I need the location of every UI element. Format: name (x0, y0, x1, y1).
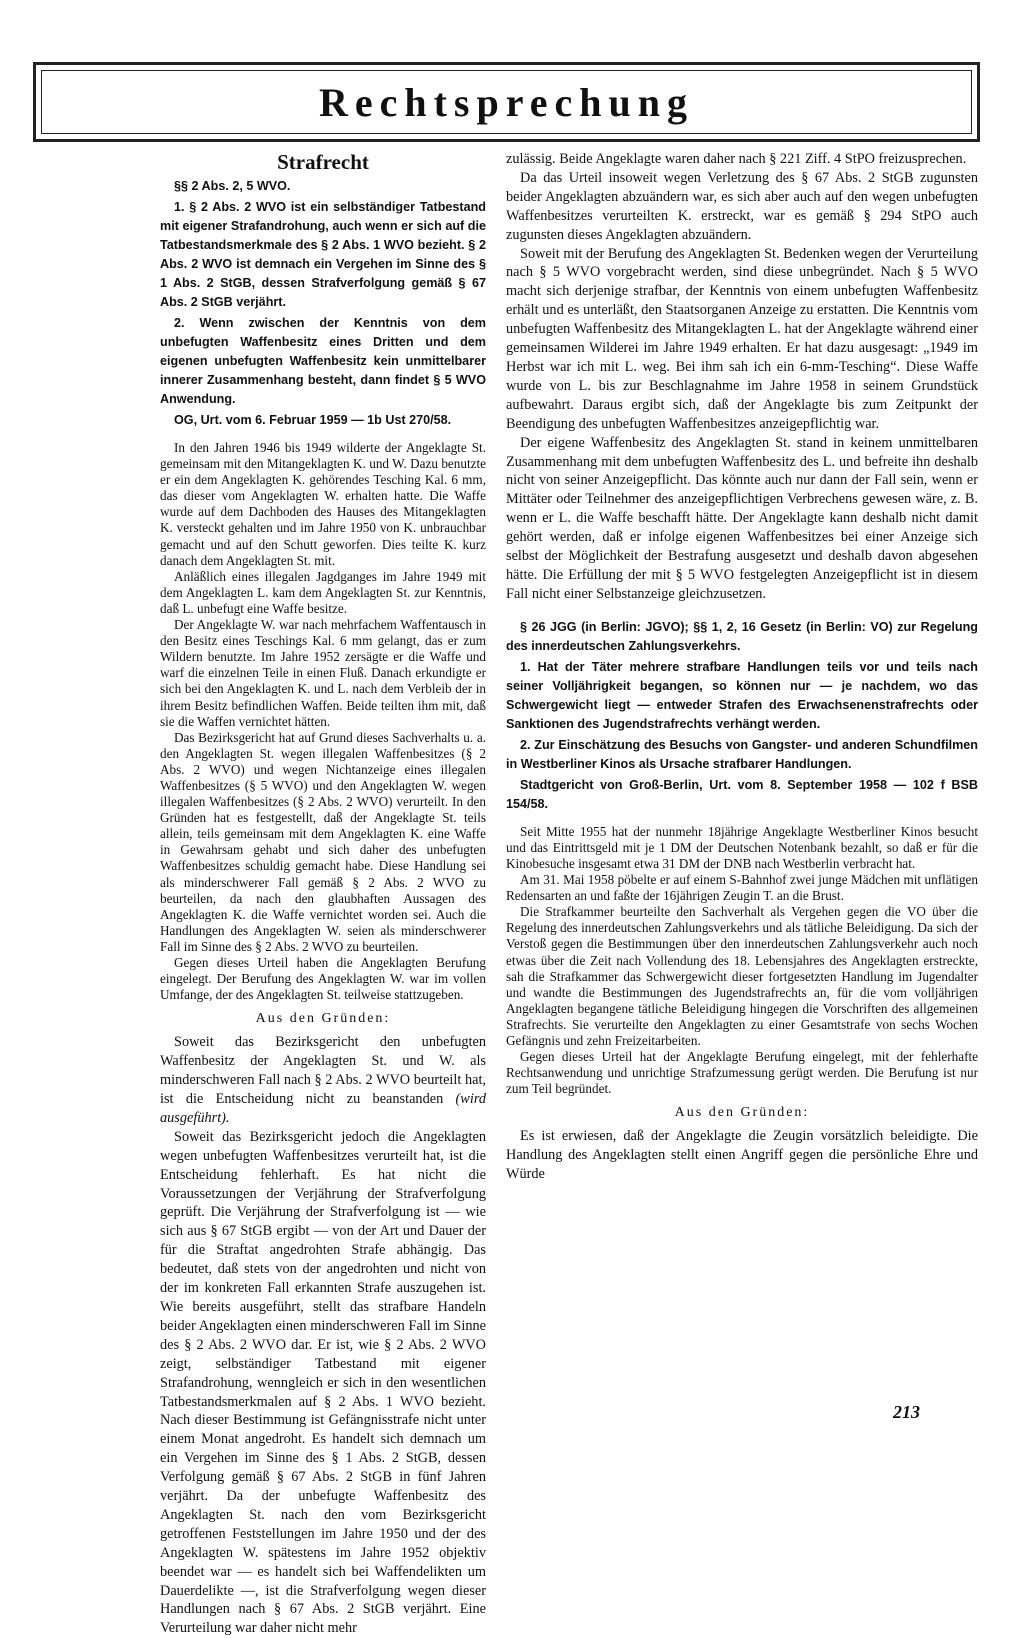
title-banner-inner-frame (41, 70, 972, 134)
case2-facts-paragraph: Seit Mitte 1955 hat der nunmehr 18jährige Angeklagte Westberliner Kinos besucht und das Eintrittsgeld mit je 1 DM der Deutschen Notenbank bezahlt, so daß er für die Kinobesuche insgesamt etwa 31 DM der DNB nach Westberlin verbracht hat. (506, 823, 978, 871)
case2-court-citation: Stadtgericht von Groß-Berlin, Urt. vom 8. September 1958 — 102 f BSB 154/58. (506, 777, 978, 811)
case1-continued-paragraph: zulässig. Beide Angeklagte waren daher nach § 221 Ziff. 4 StPO freizusprechen. (506, 151, 967, 167)
case2-facts-paragraph: Die Strafkammer beurteilte den Sachverhalt als Vergehen gegen die VO über die Regelung des innerdeutschen Zahlungsverkehrs und als tätliche Beleidigung. Da sich der Verstoß gegen die Bestimmungen über den innerdeutschen Zahlungsverkehr auch noch etwas über die Zeit nach Vollendung des 18. Lebensjahres des Angeklagten erstreckte, sah die Strafkammer das Schwergewicht dieser fortgesetzten Handlung im Jugendalter und wandte die Bestimmungen des Jugendstrafrechts an, für die vom volljährigen Angeklagten begangene tätliche Beleidigung hingegen die Vorschriften des allgemeinen Strafrechts. Sie verurteilte den Angeklagten zu einer Gesamtstrafe von sechs Wochen Gefängnis und zehn Freizeitarbeiten. (506, 904, 978, 1048)
page-title: Rechtsprechung (318, 79, 695, 125)
title-banner (33, 62, 980, 142)
case1-holding-2: 2. Wenn zwischen der Kenntnis von dem unbefugten Waffenbesitz eines Dritten und dem eigenen unbefugten Waffenbesitz kein unmittelbarer innerer Zusammenhang besteht, dann findet § 5 WVO Anwendung. (160, 316, 486, 406)
case1-facts-paragraph: Das Bezirksgericht hat auf Grund dieses Sachverhalts u. a. den Angeklagten St. wegen illegalen Waffenbesitzes (§ 2 Abs. 2 WVO) und wegen Nichtanzeige eines illegalen Waffenbesitzes (§ 5 WVO) und den Angeklagten W. wegen illegalen Waffenbesitzes (§ 2 Abs. 2 WVO) verurteilt. In den Gründen hat es festgestellt, daß der Angeklagte St. teils allein, teils gemeinsam mit dem Angeklagten K. eine Waffe in Gewahrsam gehabt und sich daher des unbefugten Waffenbesitzes schuldig gemacht habe. Diese Handlung sei als minderschwerer Fall gemäß § 2 Abs. 2 WVO zu beurteilen, da nach den glaubhaften Aussagen des Angeklagten K. die Waffe vernichtet worden sei. Auch die Handlungen des Angeklagten W. seien als minderschwerer Fall im Sinne des § 2 Abs. 2 WVO zu beurteilen. (160, 729, 486, 954)
case2-holding-1: 1. Hat der Täter mehrere strafbare Handlungen teils vor und teils nach seiner Volljährigkeit begangen, so können nur — je nachdem, wo das Schwergewicht liegt — entweder Strafen des Erwachsenenstrafrechts oder Sanktionen des Jugendstrafrechts verhängt werden. (506, 659, 978, 731)
case2-holding-2: 2. Zur Einschätzung des Besuchs von Gangster- und anderen Schundfilmen in Westberliner Kinos als Ursache strafbarer Handlungen. (506, 737, 978, 771)
case1-grounds-paragraph: Soweit das Bezirksgericht jedoch die Angeklagten wegen unbefugten Waffenbesitzes verurteilt hat, ist die Entscheidung fehlerhaft. Es hat nicht die Voraussetzungen der Verjährung der Strafverfolgung geprüft. Die Verjährung der Strafverfolgung ist — wie sich aus § 67 StGB ergibt — von der Art und Dauer der für die Straftat angedrohten Strafe abhängig. Das bedeutet, daß stets von der angedrohten und nicht von der im konkreten Fall erkannten Strafe auszugehen ist. Wie bereits ausgeführt, stellt das strafbare Handeln beider Angeklagten einen minderschweren Fall im Sinne des § 2 Abs. 2 WVO dar. Er ist, wie § 2 Abs. 2 WVO zeigt, selbständiger Tatbestand mit eigener Strafandrohung, wenngleich er sich in den wesentlichen Tatbestandsmerkmalen auf § 2 Abs. 1 WVO bezieht. Nach dieser Bestimmung ist Gefängnisstrafe nicht unter einem Monat angedroht. Es handelt sich demnach um ein Vergehen im Sinne des § 1 Abs. 2 StGB, dessen Verfolgung gemäß § 67 Abs. 2 StGB in fünf Jahren verjährt. Da der unbefugte Waffenbesitz des Angeklagten St. nach den vom Bezirksgericht getroffenen Feststellungen im Jahre 1950 und der des Angeklagten W. spätestens im Jahre 1952 objektiv beendet war — es handelt sich bei Waffendelikten um Dauerdelikte —, ist die Strafverfolgung wegen dieser Handlungen nach § 67 Abs. 2 StGB verjährt. Eine Verurteilung war daher nicht mehr (160, 1128, 486, 1637)
case1-continued-paragraph: Der eigene Waffenbesitz des Angeklagten St. stand in keinem unmittelbaren Zusammenhang mit dem unbefugten Waffenbesitz des L. und befreite ihn deshalb nicht von seiner Anzeigepflicht. Das könnte auch nur dann der Fall sein, wenn er Mittäter oder Teilnehmer des anzeigepflichtigen Verbrechens gewesen wäre, z. B. wenn er L. die Waffe beschafft hätte. Der Angeklagte kann deshalb nicht damit gehört werden, daß er infolge eigenen Waffenbesitzes bei einer Anzeige sich selbst der Möglichkeit der Bestrafung ausgesetzt und deshalb davon abgesehen hätte. Die Erfüllung der mit § 5 WVO festgelegten Anzeigepflicht ist in diesem Fall nicht einer Selbstanzeige gleichzusetzen. (506, 434, 978, 602)
case1-continued-paragraph: Da das Urteil insoweit wegen Verletzung des § 67 Abs. 2 StGB zugunsten beider Angeklagten abzuändern war, es sich aber auch auf den wegen unbefugten Waffenbesitzes verurteilten K. erstreckt, war es gemäß § 294 StPO auch zugunsten dieses Angeklagten abzuändern. (506, 169, 978, 243)
case1-court-citation: OG, Urt. vom 6. Februar 1959 — 1b Ust 270/58. (174, 413, 452, 427)
page-number: 213 (893, 1402, 920, 1422)
right-column (506, 150, 978, 1184)
case1-holding-1: 1. § 2 Abs. 2 WVO ist ein selbständiger Tatbestand mit eigener Strafandrohung, auch wenn er sich auf die Tatbestandsmerkmale des § 2 Abs. 1 WVO bezieht. § 2 Abs. 2 WVO ist demnach ein Vergehen im Sinne des § 1 Abs. 2 StGB, dessen Strafverfolgung gemäß § 67 Abs. 2 StGB verjährt. (160, 200, 486, 309)
case2-grounds-paragraph: Es ist erwiesen, daß der Angeklagte die Zeugin vorsätzlich beleidigte. Die Handlung des Angeklagten stellt einen Angriff gegen die persönliche Ehre und Würde (506, 1128, 978, 1183)
case1-statute: §§ 2 Abs. 2, 5 WVO. (174, 179, 291, 193)
case1-grounds-italic-note: (wird ausgeführt). (160, 1091, 486, 1126)
left-column (160, 150, 486, 1638)
case1-grounds-text: Soweit das Bezirksgericht den unbefugten Waffenbesitz der Angeklagten St. und W. als minderschweren Fall nach § 2 Abs. 2 WVO beurteilt hat, ist die Entscheidung nicht zu beanstanden (160, 1034, 486, 1107)
case1-facts-paragraph: In den Jahren 1946 bis 1949 wilderte der Angeklagte St. gemeinsam mit den Mitangeklagten K. und W. Dazu benutzte er ein dem Angeklagten K. gehörendes Tesching Kal. 6 mm, das dieser vom Angeklagten W. erhalten hatte. Die Waffe wurde auf dem Dachboden des Hauses des Mitangeklagten K. versteckt gehalten und im Jahre 1950 von K. unbrauchbar gemacht und auf den Schutt geworfen. Dies teilte K. kurz danach dem Angeklagten St. mit. (160, 440, 486, 568)
case1-facts-paragraph: Anläßlich eines illegalen Jagdganges im Jahre 1949 mit dem Angeklagten L. kam dem Angeklagten St. zur Kenntnis, daß L. unbefugt eine Waffe besitze. (160, 568, 486, 616)
case2-statute: § 26 JGG (in Berlin: JGVO); §§ 1, 2, 16 Gesetz (in Berlin: VO) zur Regelung des innerdeutschen Zahlungsverkehrs. (506, 619, 978, 653)
case1-facts-paragraph: Gegen dieses Urteil haben die Angeklagten Berufung eingelegt. Der Berufung des Angeklagten W. war im vollen Umfange, der des Angeklagten St. teilweise stattzugeben. (160, 955, 486, 1003)
case1-facts-paragraph: Der Angeklagte W. war nach mehrfachem Waffentausch in den Besitz eines Teschings Kal. 6 mm gelangt, das er zum Wildern benutzte. Im Jahre 1952 zersägte er die Waffe und warf die einzelnen Teile in einen Fluß. Danach erkundigte er sich bei den Angeklagten K. und L. nach dem Verbleib der in ihrem Besitz befindlichen Waffen. Beide teilten ihm mit, daß sie die Waffen vernichtet hätten. (160, 617, 486, 729)
section-heading: Strafrecht (277, 150, 369, 174)
case2-facts-paragraph: Gegen dieses Urteil hat der Angeklagte Berufung eingelegt, mit der fehlerhafte Rechtsanwendung und unrichtige Strafzumessung gerügt werden. Die Berufung ist nur zum Teil begründet. (506, 1049, 978, 1097)
case2-grounds-heading: Aus den Gründen: (674, 1105, 810, 1121)
case1-grounds-paragraph (160, 1033, 486, 1128)
case2-facts-paragraph: Am 31. Mai 1958 pöbelte er auf einem S-Bahnhof zwei junge Mädchen mit unflätigen Redensarten an und faßte der 16jährigen Zeugin T. an die Brust. (506, 872, 978, 904)
case1-continued-paragraph: Soweit mit der Berufung des Angeklagten St. Bedenken wegen der Verurteilung nach § 5 WVO vorgebracht werden, sind diese unbegründet. Nach § 5 WVO macht sich derjenige strafbar, der Kenntnis von einem unbefugten Waffenbesitz erhält und es unterläßt, den Staatsorganen Anzeige zu erstatten. Die Kenntnis vom unbefugten Waffenbesitz des Mitangeklagten L. hat der Angeklagte während einer gemeinsamen Wilderei im Jahre 1949 erhalten. Er hat dazu ausgesagt: „1949 im Herbst war ich mit L. weg. Bei ihm sah ich ein 6-mm-Tesching“. Diese Waffe wurde von L. bis zur Beschlagnahme im Jahre 1958 in seinem Grundstück aufbewahrt. Daraus ergibt sich, daß der Angeklagte bis zum Zeitpunkt der Beendigung des unbefugten Waffenbesitzes anzeigepflichtig war. (506, 245, 978, 432)
case1-grounds-heading: Aus den Gründen: (255, 1011, 391, 1027)
